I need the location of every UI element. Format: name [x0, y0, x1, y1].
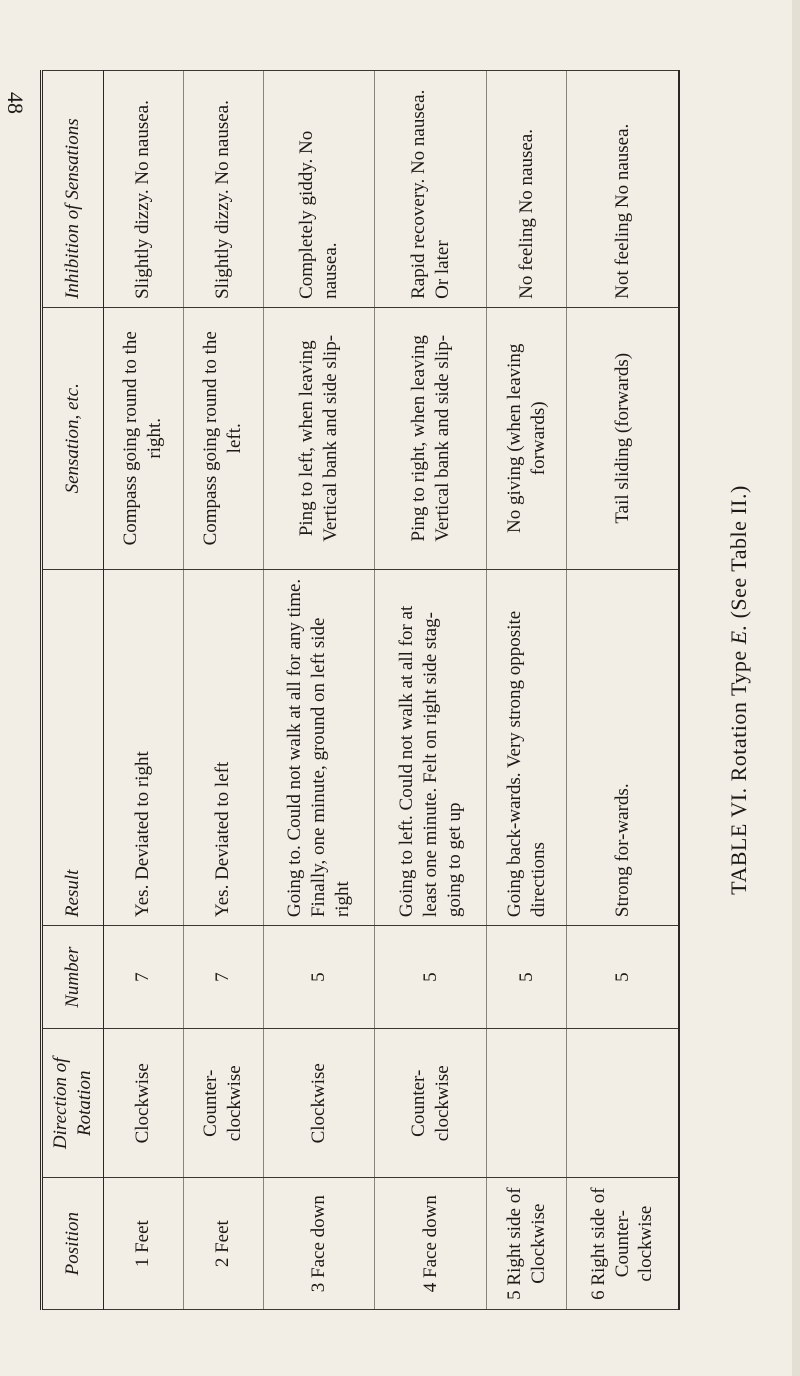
- table-row: [567, 71, 679, 1310]
- header-position: Position: [42, 1178, 104, 1310]
- cell-direction: Counter-clockwise: [375, 1029, 487, 1178]
- cell-sensation: Compass going round to the right.: [103, 307, 183, 569]
- table-row: [183, 71, 263, 1310]
- cell-number: 5: [487, 926, 567, 1029]
- header-inhibition: Inhibition of Sensations: [42, 71, 104, 308]
- cell-number: 5: [567, 926, 679, 1029]
- cell-result: Going back-wards. Very strong opposite directions: [487, 569, 567, 925]
- table-row: [263, 71, 375, 1310]
- cell-sensation: Tail sliding (forwards): [567, 307, 679, 569]
- cell-position: 5 Right side of Clockwise: [487, 1178, 567, 1310]
- cell-result: Strong for-wards.: [567, 569, 679, 925]
- cell-number: 7: [183, 926, 263, 1029]
- header-direction: Direction of Rotation: [42, 1029, 104, 1178]
- rotation-table: [40, 70, 680, 1310]
- cell-inhibition: Slightly dizzy. No nausea.: [183, 71, 263, 308]
- table-row: [487, 71, 567, 1310]
- cell-number: 7: [103, 926, 183, 1029]
- table-caption: [726, 70, 752, 1310]
- caption-suffix: (See Table II.): [726, 485, 751, 619]
- table-row: [103, 71, 183, 1310]
- caption-ref: E.: [726, 624, 751, 645]
- cell-direction: Clockwise: [263, 1029, 375, 1178]
- cell-inhibition: No feeling No nausea.: [487, 71, 567, 308]
- header-sensation: Sensation, etc.: [42, 307, 104, 569]
- caption-label: TABLE VI.: [726, 787, 751, 895]
- cell-sensation: Compass going round to the left.: [183, 307, 263, 569]
- cell-position: 2 Feet: [183, 1178, 263, 1310]
- cell-position: 4 Face down: [375, 1178, 487, 1310]
- cell-number: 5: [375, 926, 487, 1029]
- cell-number: 5: [263, 926, 375, 1029]
- cell-inhibition: Not feeling No nausea.: [567, 71, 679, 308]
- page-edge: [792, 0, 800, 1376]
- cell-sensation: No giving (when leaving forwards): [487, 307, 567, 569]
- header-number: Number: [42, 926, 104, 1029]
- cell-result: Going to. Could not walk at all for any time. Finally, one minute, ground on left side right: [263, 569, 375, 925]
- cell-sensation: Ping to left, when leaving Vertical bank and side slip-: [263, 307, 375, 569]
- page-number: 48: [3, 92, 28, 114]
- cell-direction: [487, 1029, 567, 1178]
- cell-position: 6 Right side of Counter-clockwise: [567, 1178, 679, 1310]
- cell-inhibition: Completely giddy. No nausea.: [263, 71, 375, 308]
- caption-title: Rotation Type: [726, 650, 751, 782]
- cell-position: 3 Face down: [263, 1178, 375, 1310]
- cell-direction: Counter-clockwise: [183, 1029, 263, 1178]
- header-result: Result: [42, 569, 104, 925]
- cell-direction: [567, 1029, 679, 1178]
- cell-result: Yes. Deviated to left: [183, 569, 263, 925]
- table-row: [375, 71, 487, 1310]
- cell-sensation: Ping to right, when leaving Vertical bank and side slip-: [375, 307, 487, 569]
- cell-inhibition: Rapid recovery. No nausea. Or later: [375, 71, 487, 308]
- cell-result: Yes. Deviated to right: [103, 569, 183, 925]
- rotated-table-block: [40, 70, 760, 1310]
- cell-inhibition: Slightly dizzy. No nausea.: [103, 71, 183, 308]
- cell-direction: Clockwise: [103, 1029, 183, 1178]
- cell-result: Going to left. Could not walk at all for at least one minute. Felt on right side stag- going to get up: [375, 569, 487, 925]
- cell-position: 1 Feet: [103, 1178, 183, 1310]
